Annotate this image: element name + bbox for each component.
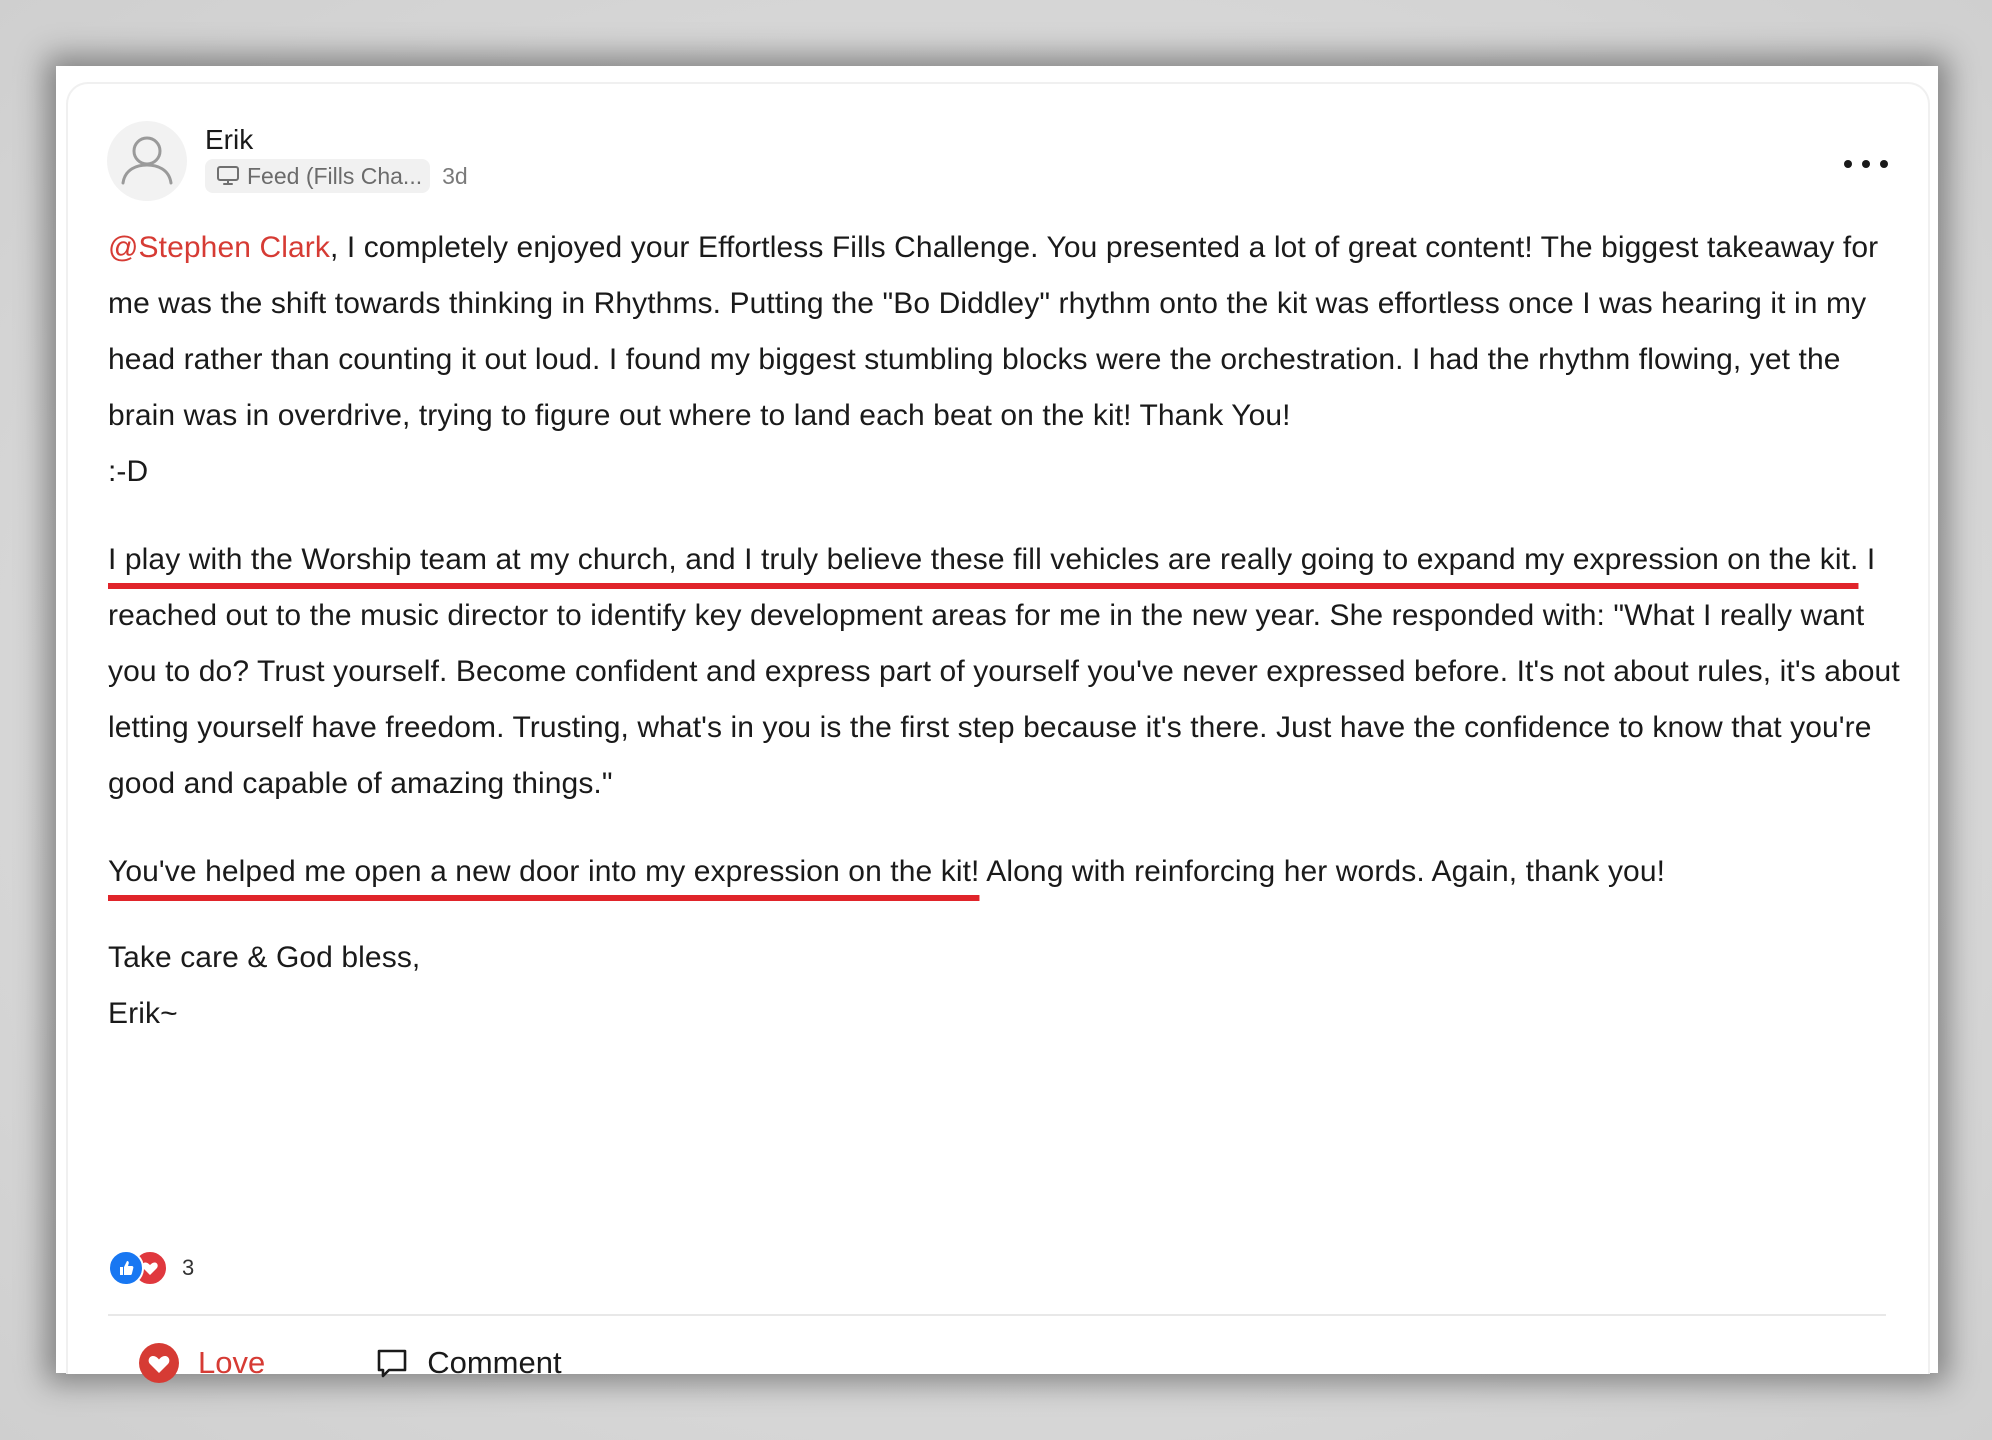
reactions-summary[interactable] <box>108 1250 194 1286</box>
post-paragraph-1 <box>108 220 1908 444</box>
paragraph-text: Along with reinforcing her words. Again, thank you! <box>979 855 1666 888</box>
comment-button[interactable] <box>375 1345 561 1381</box>
post-paragraph-3 <box>108 844 1908 900</box>
post-meta <box>205 158 468 194</box>
reaction-count: 3 <box>182 1255 195 1280</box>
thumbs-up-icon <box>108 1250 144 1286</box>
post-actions <box>108 1324 562 1402</box>
heart-icon <box>138 1342 180 1384</box>
feed-chip[interactable] <box>205 159 430 193</box>
feed-label: Feed (Fills Cha... <box>247 162 423 189</box>
avatar[interactable] <box>107 121 187 201</box>
signoff-name: Erik~ <box>108 997 178 1030</box>
paragraph-text: I reached out to the music director to identify key development areas for me in the new year. She responded with: "What I really want you to do? Trust yourself. Become confident and express part of yourself you've never expressed before. It's not about rules, it's about letting yourself have freedom. Trusting, what's in you is the first step because it's there. Just have the confidence to know that you're good and capable of amazing things." <box>108 543 1900 800</box>
highlighted-text: You've helped me open a new door into my expression on the kit! <box>108 855 980 888</box>
post-timestamp: 3d <box>442 162 468 189</box>
paragraph-text: , I completely enjoyed your Effortless Fills Challenge. You presented a lot of great content! The biggest takeaway for me was the shift towards thinking in Rhythms. Putting the "Bo Diddley" rhythm onto the kit was effortless once I was hearing it in my head rather than counting it out loud. I found my biggest stumbling blocks were the orchestration. I had the rhythm flowing, yet the brain was in overdrive, trying to figure out where to land each beat on the kit! Thank You! <box>108 231 1879 432</box>
user-mention[interactable]: @Stephen Clark <box>108 231 330 264</box>
post-paragraph-2 <box>108 532 1908 812</box>
author-name[interactable]: Erik <box>205 124 254 155</box>
more-options-button[interactable] <box>1844 152 1888 176</box>
highlighted-text: I play with the Worship team at my church, and I truly believe these fill vehicles are really going to expand my expression on the kit. <box>108 543 1859 576</box>
more-dot-icon <box>1880 160 1888 168</box>
divider <box>108 1314 1886 1316</box>
user-icon <box>107 121 187 201</box>
screenshot-frame <box>56 66 1938 1380</box>
love-label: Love <box>198 1345 266 1380</box>
signoff-line: Take care & God bless, <box>108 941 421 974</box>
comment-icon <box>375 1346 409 1380</box>
comment-label: Comment <box>427 1345 562 1380</box>
monitor-icon <box>215 163 241 189</box>
love-button[interactable] <box>138 1342 265 1384</box>
post-body <box>108 220 1908 1042</box>
more-dot-icon <box>1862 160 1870 168</box>
post-card <box>66 82 1930 1380</box>
more-dot-icon <box>1844 160 1852 168</box>
post-emote: :-D <box>108 455 149 488</box>
